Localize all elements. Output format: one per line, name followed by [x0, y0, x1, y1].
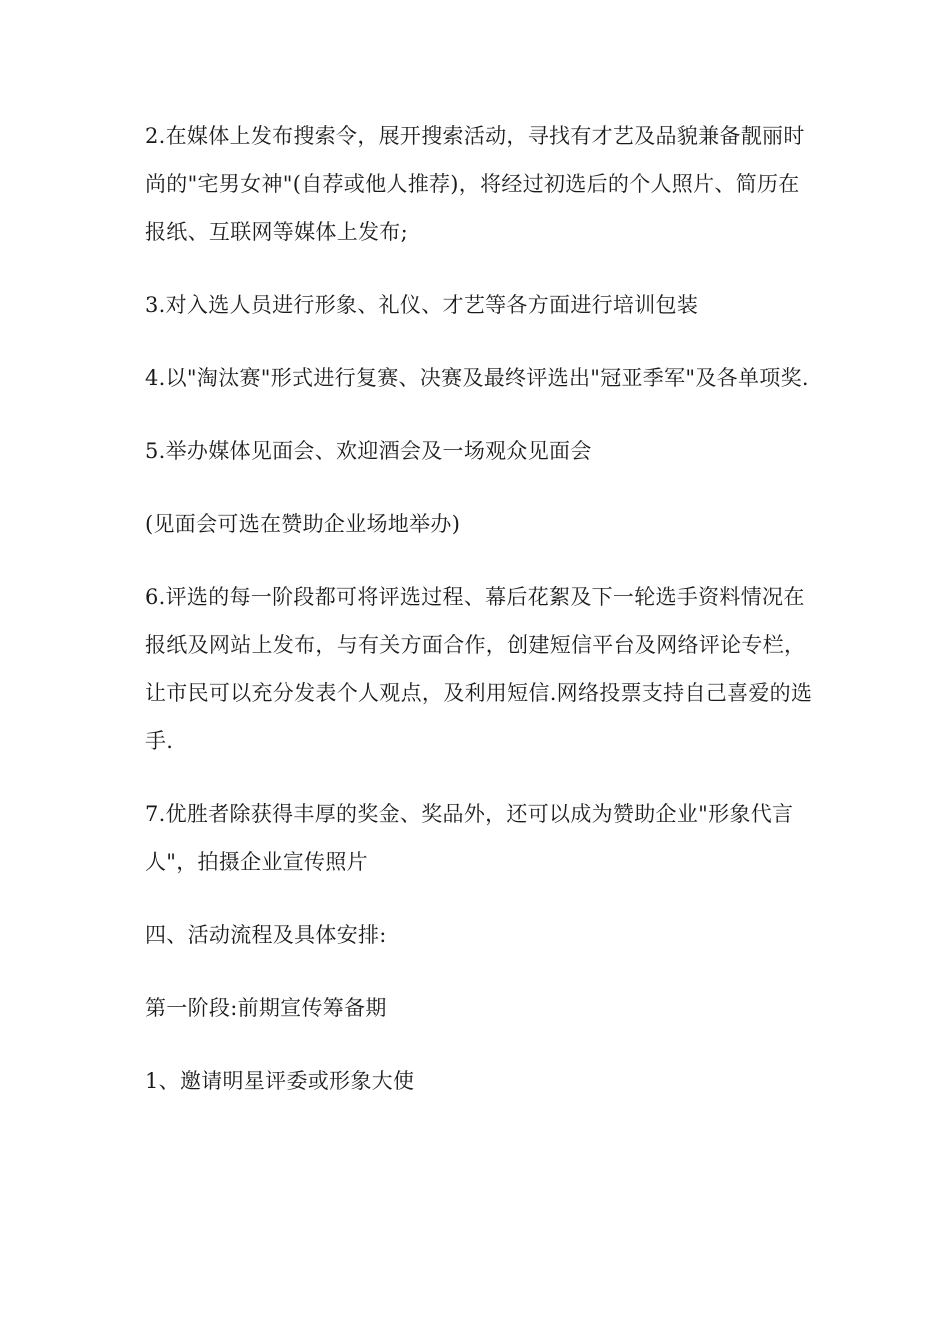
document-body	[145, 112, 815, 1130]
paragraph-item-6: 6.评选的每一阶段都可将评选过程、幕后花絮及下一轮选手资料情况在报纸及网站上发布，与有关方面合作，创建短信平台及网络评论专栏，让市民可以充分发表个人观点，及利用短信.网络投票支持自己喜爱的选手.	[145, 585, 813, 753]
list-item-1: 1、邀请明星评委或形象大使	[145, 1069, 415, 1093]
section-heading: 四、活动流程及具体安排:	[145, 923, 387, 947]
paragraph-item-7: 7.优胜者除获得丰厚的奖金、奖品外，还可以成为赞助企业"形象代言人"，拍摄企业宣传照片	[145, 802, 794, 874]
paragraph-note: (见面会可选在赞助企业场地举办)	[145, 512, 461, 536]
paragraph-item-4: 4.以"淘汰赛"形式进行复赛、决赛及最终评选出"冠亚季军"及各单项奖.	[145, 366, 809, 390]
paragraph-item-3: 3.对入选人员进行形象、礼仪、才艺等各方面进行培训包装	[145, 293, 699, 317]
paragraph-item-5: 5.举办媒体见面会、欢迎酒会及一场观众见面会	[145, 439, 592, 463]
stage-heading: 第一阶段:前期宣传筹备期	[145, 996, 387, 1020]
paragraph-item-2: 2.在媒体上发布搜索令，展开搜索活动，寻找有才艺及品貌兼备靓丽时尚的"宅男女神"(自荐或他人推荐)，将经过初选后的个人照片、简历在报纸、互联网等媒体上发布;	[145, 124, 805, 244]
